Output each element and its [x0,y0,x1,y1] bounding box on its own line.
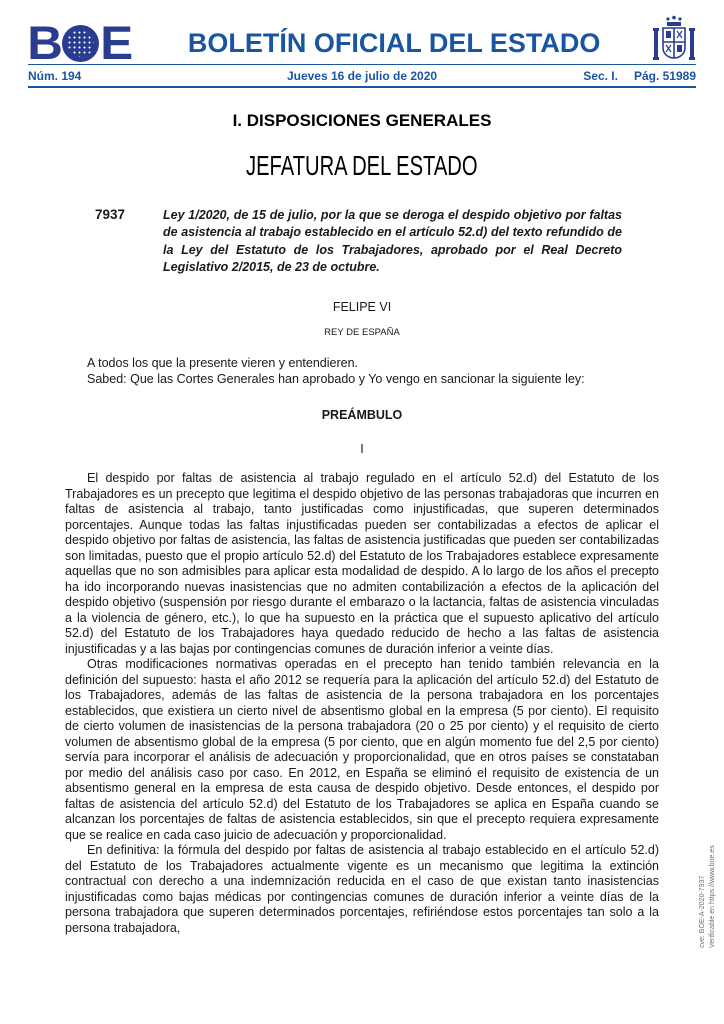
section-heading: I. DISPOSICIONES GENERALES [232,111,492,130]
preamble-part-number: I [360,442,364,457]
header-top-row [27,0,696,69]
king-name: FELIPE VI [332,300,392,315]
law-item-number: 7937 [95,207,126,222]
preamble-heading: PREÁMBULO [321,408,403,423]
salutation-line-2: Sabed: Que las Cortes Generales han aprobado y Yo vengo en sancionar la siguiente ley: [87,372,585,387]
verification-note: Verificable en https://www.boe.es [709,845,716,948]
cve-code: cve: BOE-A-2020-7937 [699,875,706,948]
boe-logo [27,16,132,69]
page-header [28,0,696,88]
boe-logo-emblem-icon [62,25,99,62]
header-rule-bottom [28,86,696,88]
law-item-title: Ley 1/2020, de 15 de julio, por la que se deroga el despido objetivo por faltas de asistencia al trabajo establecido en el artículo 52.d) del texto refundido de la Ley del Estatuto de los Trabajadores, aprobado por el Real Decreto Legislativo 2/2015, de 23 de octubre. [163,208,622,274]
department-heading [65,150,659,182]
boe-logo-letter-b: B [27,16,61,69]
boe-logo-letter-e: E [100,16,132,69]
spain-coat-of-arms-icon [652,15,696,71]
preamble-paragraph: El despido por faltas de asistencia al trabajo regulado en el artículo 52.d) del Estatuto de los Trabajadores es un precepto que legitima el despido objetivo de las personas trabajadoras que incurren en faltas de asistencia al trabajo, tanto justificadas como injustificadas, que superen determinados porcentajes. Aunque todas las faltas injustificadas pueden ser contabilizadas a efectos de aplicar el despido objetivo por faltas de asistencia, las faltas de asistencia justificadas que pueden ser contabilizadas son limitadas, puesto que el propio artículo 52.d) del Estatuto de los Trabajadores establece expresamente aquellas que no son admisibles para aplicar esta modalidad de despido. A lo largo de los años el precepto ha ido incorporando nuevas inasistencias que no admiten contabilización a efectos de la aplicación del despido objetivo (suspensión por riesgo durante el embarazo o la lactancia, faltas de asistencia vinculadas a la violencia de género, etc.), lo que ha supuesto en la práctica que el supuesto aplicativo del artículo 52.d) del Estatuto de los Trabajadores haya quedado reducido de hecho a las faltas de asistencia injustificadas y a las bajas por contingencias comunes de duración inferior a veinte días. [65,471,659,656]
gazette-title: BOLETÍN OFICIAL DEL ESTADO [187,27,601,58]
preamble-text [65,471,659,936]
issue-number: Núm. 194 [28,68,82,83]
preamble-paragraph: Otras modificaciones normativas operadas en el precepto han tenido también relevancia en la definición del supuesto: hasta el año 2012 se requería para la aplicación del artículo 52.d) del Estatuto de los Trabajadores, además de las faltas de asistencia de la persona trabajadora en los porcentajes establecidos, que existiera un cierto nivel de absentismo global en la empresa (5 por ciento). El requisito de cierto volumen de inasistencias de la persona trabajadora (20 o 25 por ciento) y el requisito de cierto volumen de absentismo global de la empresa (5 por ciento, que en algún momento fue del 2,5 por ciento) servía para incorporar el análisis de adecuación y proporcionalidad, que en otros países se constataban por medio del análisis caso por caso. En 2012, en España se eliminó el requisito de existencia de un absentismo general en la empresa de esta causa de despido objetivo. Desde entonces, el despido por faltas de asistencia del artículo 52.d) del Estatuto de los Trabajadores se aplica en España cuando se alcanzan los porcentajes de faltas de asistencia establecidos, sin que el precepto requiera expresamente que se realice en cada caso juicio de adecuación y proporcionalidad. [65,657,659,842]
document-body [65,111,659,936]
salutation-block [65,355,659,387]
department-heading-text: JEFATURA DEL ESTADO [246,150,478,181]
page-number: Pág. 51989 [633,68,696,83]
preamble-paragraph: En definitiva: la fórmula del despido por faltas de asistencia al trabajo establecido en el artículo 52.d) del Estatuto de los Trabajadores actualmente vigente es un mecanismo que legitima la extinción contractual con derecho a una indemnización reducida en el caso de que existan tanto inasistencias injustificadas como bajas médicas por contingencias comunes de duración inferior a veinte días de la persona trabajadora que superen determinados porcentajes, refiriéndose estos porcentajes tan solo a la persona trabajadora, [65,843,659,935]
section-label: Sec. I. [583,68,618,83]
issue-date: Jueves 16 de julio de 2020 [286,68,438,83]
salutation-line-1: A todos los que la presente vieren y entendieren. [87,356,359,371]
law-item [65,207,659,276]
king-subtitle: REY DE ESPAÑA [324,327,400,339]
